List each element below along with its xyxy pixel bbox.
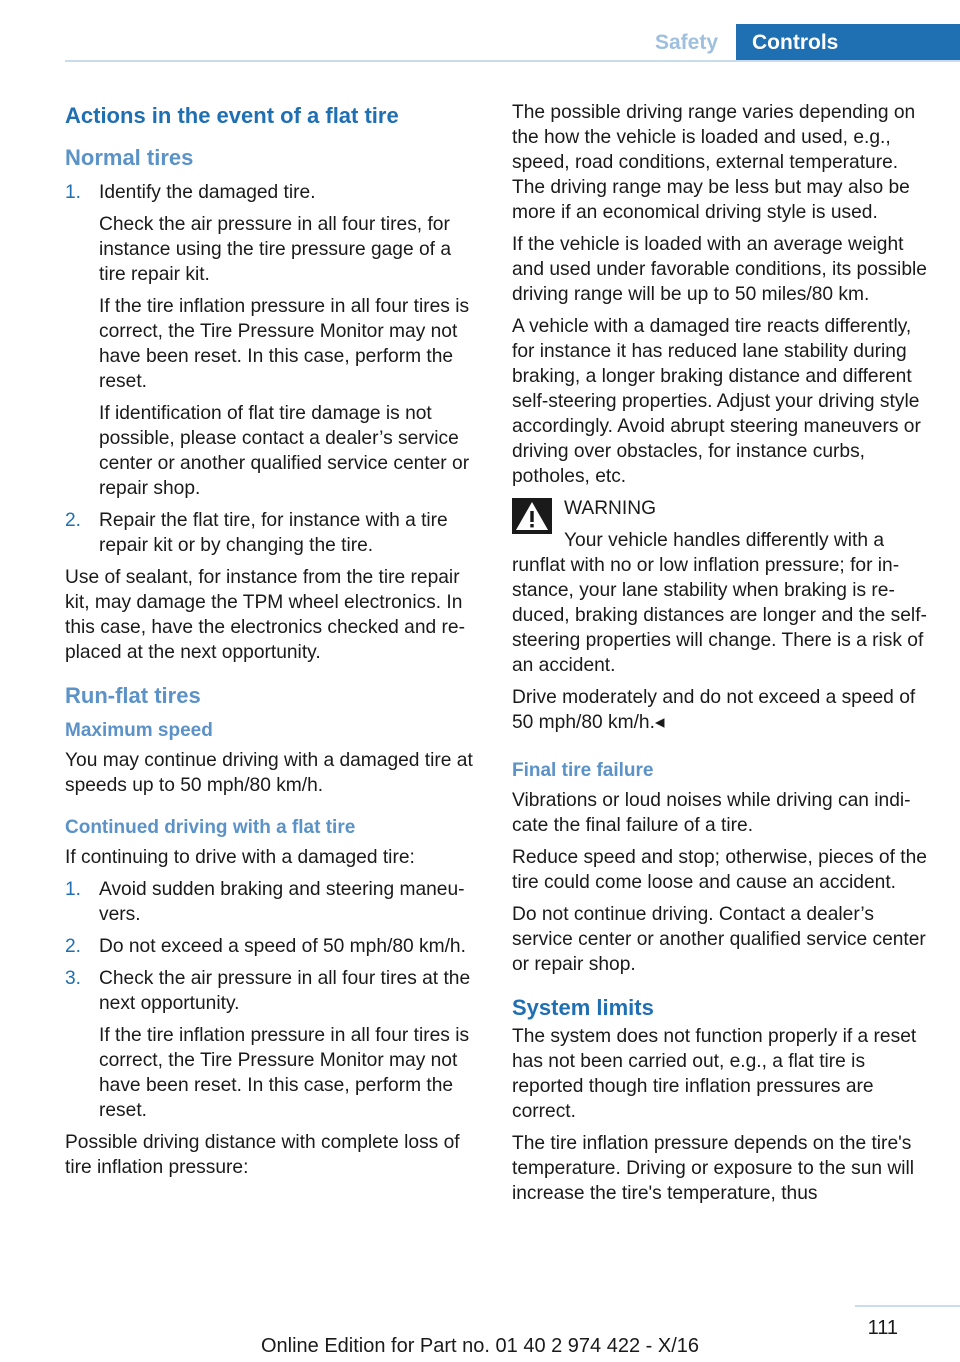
continued-driving-intro: If continuing to drive with a damaged tire:: [65, 847, 415, 868]
step-text: Repair the flat tire, for instance with a tire repair kit or by changing the tire.: [99, 510, 448, 556]
list-item: [65, 877, 481, 927]
driving-distance-text: Possible driving distance with complete loss of tire inflation pressure:: [65, 1132, 460, 1178]
heading-actions-flat-tire: Actions in the event of a flat tire: [65, 103, 399, 128]
step-number: 1.: [65, 879, 82, 900]
heading-system-limits: System limits: [512, 995, 654, 1020]
footer-divider: [855, 1305, 960, 1307]
warning-text: runflat with no or low inflation pressure; for instance, your lane stability when braking is reduced, braking distances are longer and the self-steering properties will change. There is a risk of an accident.: [512, 555, 927, 676]
left-column: [65, 100, 481, 1187]
list-item: [65, 934, 481, 959]
step-text: If identification of flat tire damage is not possible, please contact a dealer’s service center or another qualified service center or repair shop.: [99, 403, 470, 499]
maximum-speed-text: You may continue driving with a damaged tire at speeds up to 50 mph/80 km/h.: [65, 750, 473, 796]
warning-block: [512, 496, 932, 678]
list-item: [65, 508, 481, 558]
step-number: 2.: [65, 936, 82, 957]
section-tab-controls[interactable]: Controls: [736, 24, 960, 62]
sealant-note: Use of sealant, for instance from the tire repair kit, may damage the TPM wheel electronics. In this case, have the electronics checked and replaced at the next opportunity.: [65, 567, 465, 663]
step-text: Check the air pressure in all four tires, for instance using the tire pressure gage of a tire repair kit.: [99, 214, 451, 285]
system-limits-paragraph-2: The tire inflation pressure depends on the tire's temperature. Driving or exposure to the sun will increase the tire's temperature, thus: [512, 1133, 915, 1204]
step-number: 3.: [65, 968, 82, 989]
driving-range-paragraph-3: A vehicle with a damaged tire reacts differently, for instance it has reduced lane stability during braking, a longer braking distance and different self-steering properties. Adjust your driving style accordingly. Avoid abrupt steering maneuvers or driving over obstacles, for instance curbs, potholes, etc.: [512, 316, 921, 487]
warning-triangle-icon: [512, 498, 552, 534]
driving-range-paragraph-2: If the vehicle is loaded with an average weight and used under favorable conditions, its possible driving range will be up to 50 miles/80 km.: [512, 234, 927, 305]
continued-driving-steps: [65, 877, 481, 1123]
step-number: 1.: [65, 182, 82, 203]
warning-title: WARNING: [564, 498, 657, 519]
heading-normal-tires: Normal tires: [65, 145, 194, 170]
step-number: 2.: [65, 510, 82, 531]
heading-run-flat-tires: Run-flat tires: [65, 683, 201, 708]
final-failure-paragraph-1: Vibrations or loud noises while driving can indicate the final failure of a tire.: [512, 790, 911, 836]
heading-continued-driving: Continued driving with a flat tire: [65, 817, 356, 838]
heading-final-tire-failure: Final tire failure: [512, 760, 654, 781]
step-text: Do not exceed a speed of 50 mph/80 km/h.: [99, 936, 466, 957]
list-item: [65, 180, 481, 501]
system-limits-paragraph-1: The system does not function properly if a reset has not been carried out, e.g., a flat tire is reported though tire inflation pressures are correct.: [512, 1026, 917, 1122]
step-text: Check the air pressure in all four tires at the next opportunity.: [99, 968, 471, 1014]
step-text: If the tire inflation pressure in all four tires is correct, the Tire Pressure Monitor may not have been reset. In this case, perform the reset.: [99, 296, 470, 392]
warning-drive-moderately: Drive moderately and do not exceed a speed of 50 mph/80 km/h.◂: [512, 687, 916, 733]
right-column: [512, 100, 932, 1213]
step-text: Identify the damaged tire.: [99, 182, 316, 203]
section-tab-safety[interactable]: Safety: [654, 31, 718, 54]
final-failure-paragraph-3: Do not continue driving. Contact a dealer’s service center or another qualified service center or repair shop.: [512, 904, 926, 975]
normal-tires-steps: [65, 180, 481, 558]
list-item: [65, 966, 481, 1123]
page-number: 111: [867, 1317, 898, 1339]
warning-text-first-line: Your vehicle handles differently with a: [564, 530, 884, 551]
header-divider: [65, 60, 960, 62]
heading-maximum-speed: Maximum speed: [65, 720, 213, 741]
page-header: [0, 0, 960, 62]
driving-range-paragraph-1: The possible driving range varies depending on the how the vehicle is loaded and used, e.g., speed, road conditions, external temperature. The driving range may be less but may also be more if an economical driving style is used.: [512, 102, 916, 223]
step-text: If the tire inflation pressure in all four tires is correct, the Tire Pressure Monitor may not have been reset. In this case, perform the reset.: [99, 1025, 470, 1121]
final-failure-paragraph-2: Reduce speed and stop; otherwise, pieces of the tire could come loose and cause an accident.: [512, 847, 927, 893]
edition-footer: Online Edition for Part no. 01 40 2 974 422 - X/16: [260, 1335, 700, 1357]
step-text: Avoid sudden braking and steering maneuvers.: [99, 879, 465, 925]
